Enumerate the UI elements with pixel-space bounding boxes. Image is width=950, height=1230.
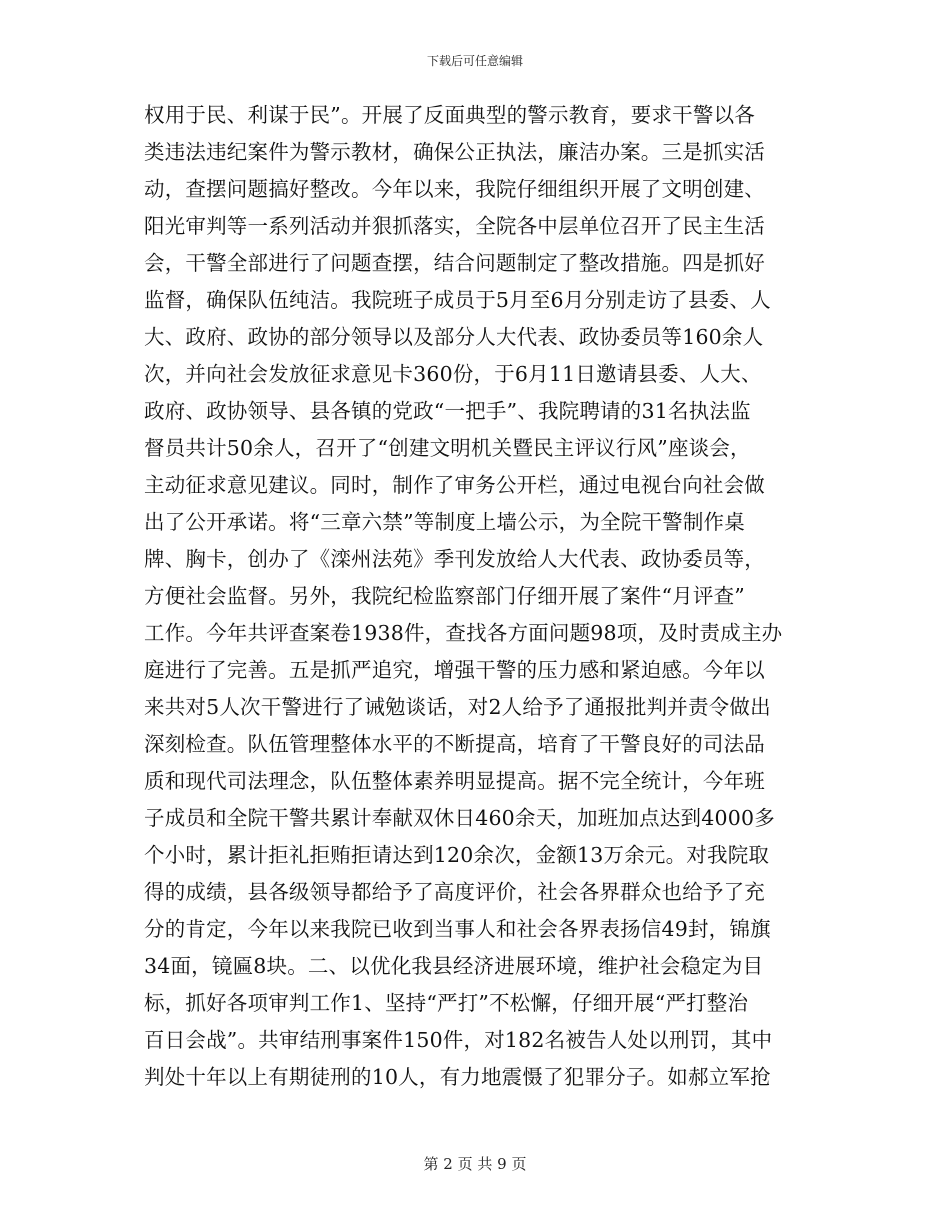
body-line: 动，查摆问题搞好整改。今年以来，我院仔细组织开展了文明创建、 [144,177,765,201]
body-line: 分的肯定，今年以来我院已收到当事人和社会各界表扬信49封，锦旗 [144,917,771,941]
body-line: 权用于民、利谋于民”。开展了反面典型的警示教育，要求干警以各 [144,103,755,127]
document-body [144,97,820,1096]
body-line: 出了公开承诺。将“三章六禁”等制度上墙公示，为全院干警制作桌 [144,510,745,534]
page-footer: 第 2 页 共 9 页 [423,1155,527,1173]
body-line: 百日会战”。共审结刑事案件150件，对182名被告人处以刑罚，其中 [144,1028,773,1052]
body-line: 工作。今年共评查案卷1938件，查找各方面问题98项，及时责成主办 [144,621,783,645]
body-line: 来共对5人次干警进行了诫勉谈话，对2人给予了通报批判并责令做出 [144,695,771,719]
body-line: 判处十年以上有期徒刑的10人，有力地震慑了犯罪分子。如郝立军抢 [144,1065,771,1089]
body-line: 深刻检查。队伍管理整体水平的不断提高，培育了干警良好的司法品 [144,732,765,756]
body-line: 方便社会监督。另外，我院纪检监察部门仔细开展了案件“月评查” [144,584,745,608]
body-line: 牌、胸卡，创办了《滦州法苑》季刊发放给人大代表、政协委员等， [144,547,765,571]
body-line: 标，抓好各项审判工作1、坚持“严打”不松懈，仔细开展“严打整治 [144,991,749,1015]
body-line: 得的成绩，县各级领导都给予了高度评价，社会各界群众也给予了充 [144,880,765,904]
body-line: 督员共计50余人，召开了“创建文明机关暨民主评议行风”座谈会， [144,436,751,460]
page-header: 下载后可任意编辑 [426,54,523,68]
body-line: 主动征求意见建议。同时，制作了审务公开栏，通过电视台向社会做 [144,473,765,497]
body-line: 政府、政协领导、县各镇的党政“一把手”、我院聘请的31名执法监 [144,399,751,423]
body-line: 阳光审判等一系列活动并狠抓落实，全院各中层单位召开了民主生活 [144,214,765,238]
body-line: 大、政府、政协的部分领导以及部分人大代表、政协委员等160余人 [144,325,764,349]
body-line: 监督，确保队伍纯洁。我院班子成员于5月至6月分别走访了县委、人 [144,288,771,312]
body-line: 庭进行了完善。五是抓严追究，增强干警的压力感和紧迫感。今年以 [144,658,765,682]
body-line: 个小时，累计拒礼拒贿拒请达到120余次，金额13万余元。对我院取 [144,843,770,867]
body-line: 类违法违纪案件为警示教材，确保公正执法，廉洁办案。三是抓实活 [144,140,765,164]
body-line: 34面，镜匾8块。二、以优化我县经济进展环境，维护社会稳定为目 [144,954,764,978]
body-line: 次，并向社会发放征求意见卡360份，于6月11日邀请县委、人大、 [144,362,762,386]
body-line: 子成员和全院干警共累计奉献双休日460余天，加班加点达到4000多 [144,806,775,830]
body-line: 质和现代司法理念，队伍整体素养明显提高。据不完全统计，今年班 [144,769,765,793]
body-line: 会，干警全部进行了问题查摆，结合问题制定了整改措施。四是抓好 [144,251,765,275]
